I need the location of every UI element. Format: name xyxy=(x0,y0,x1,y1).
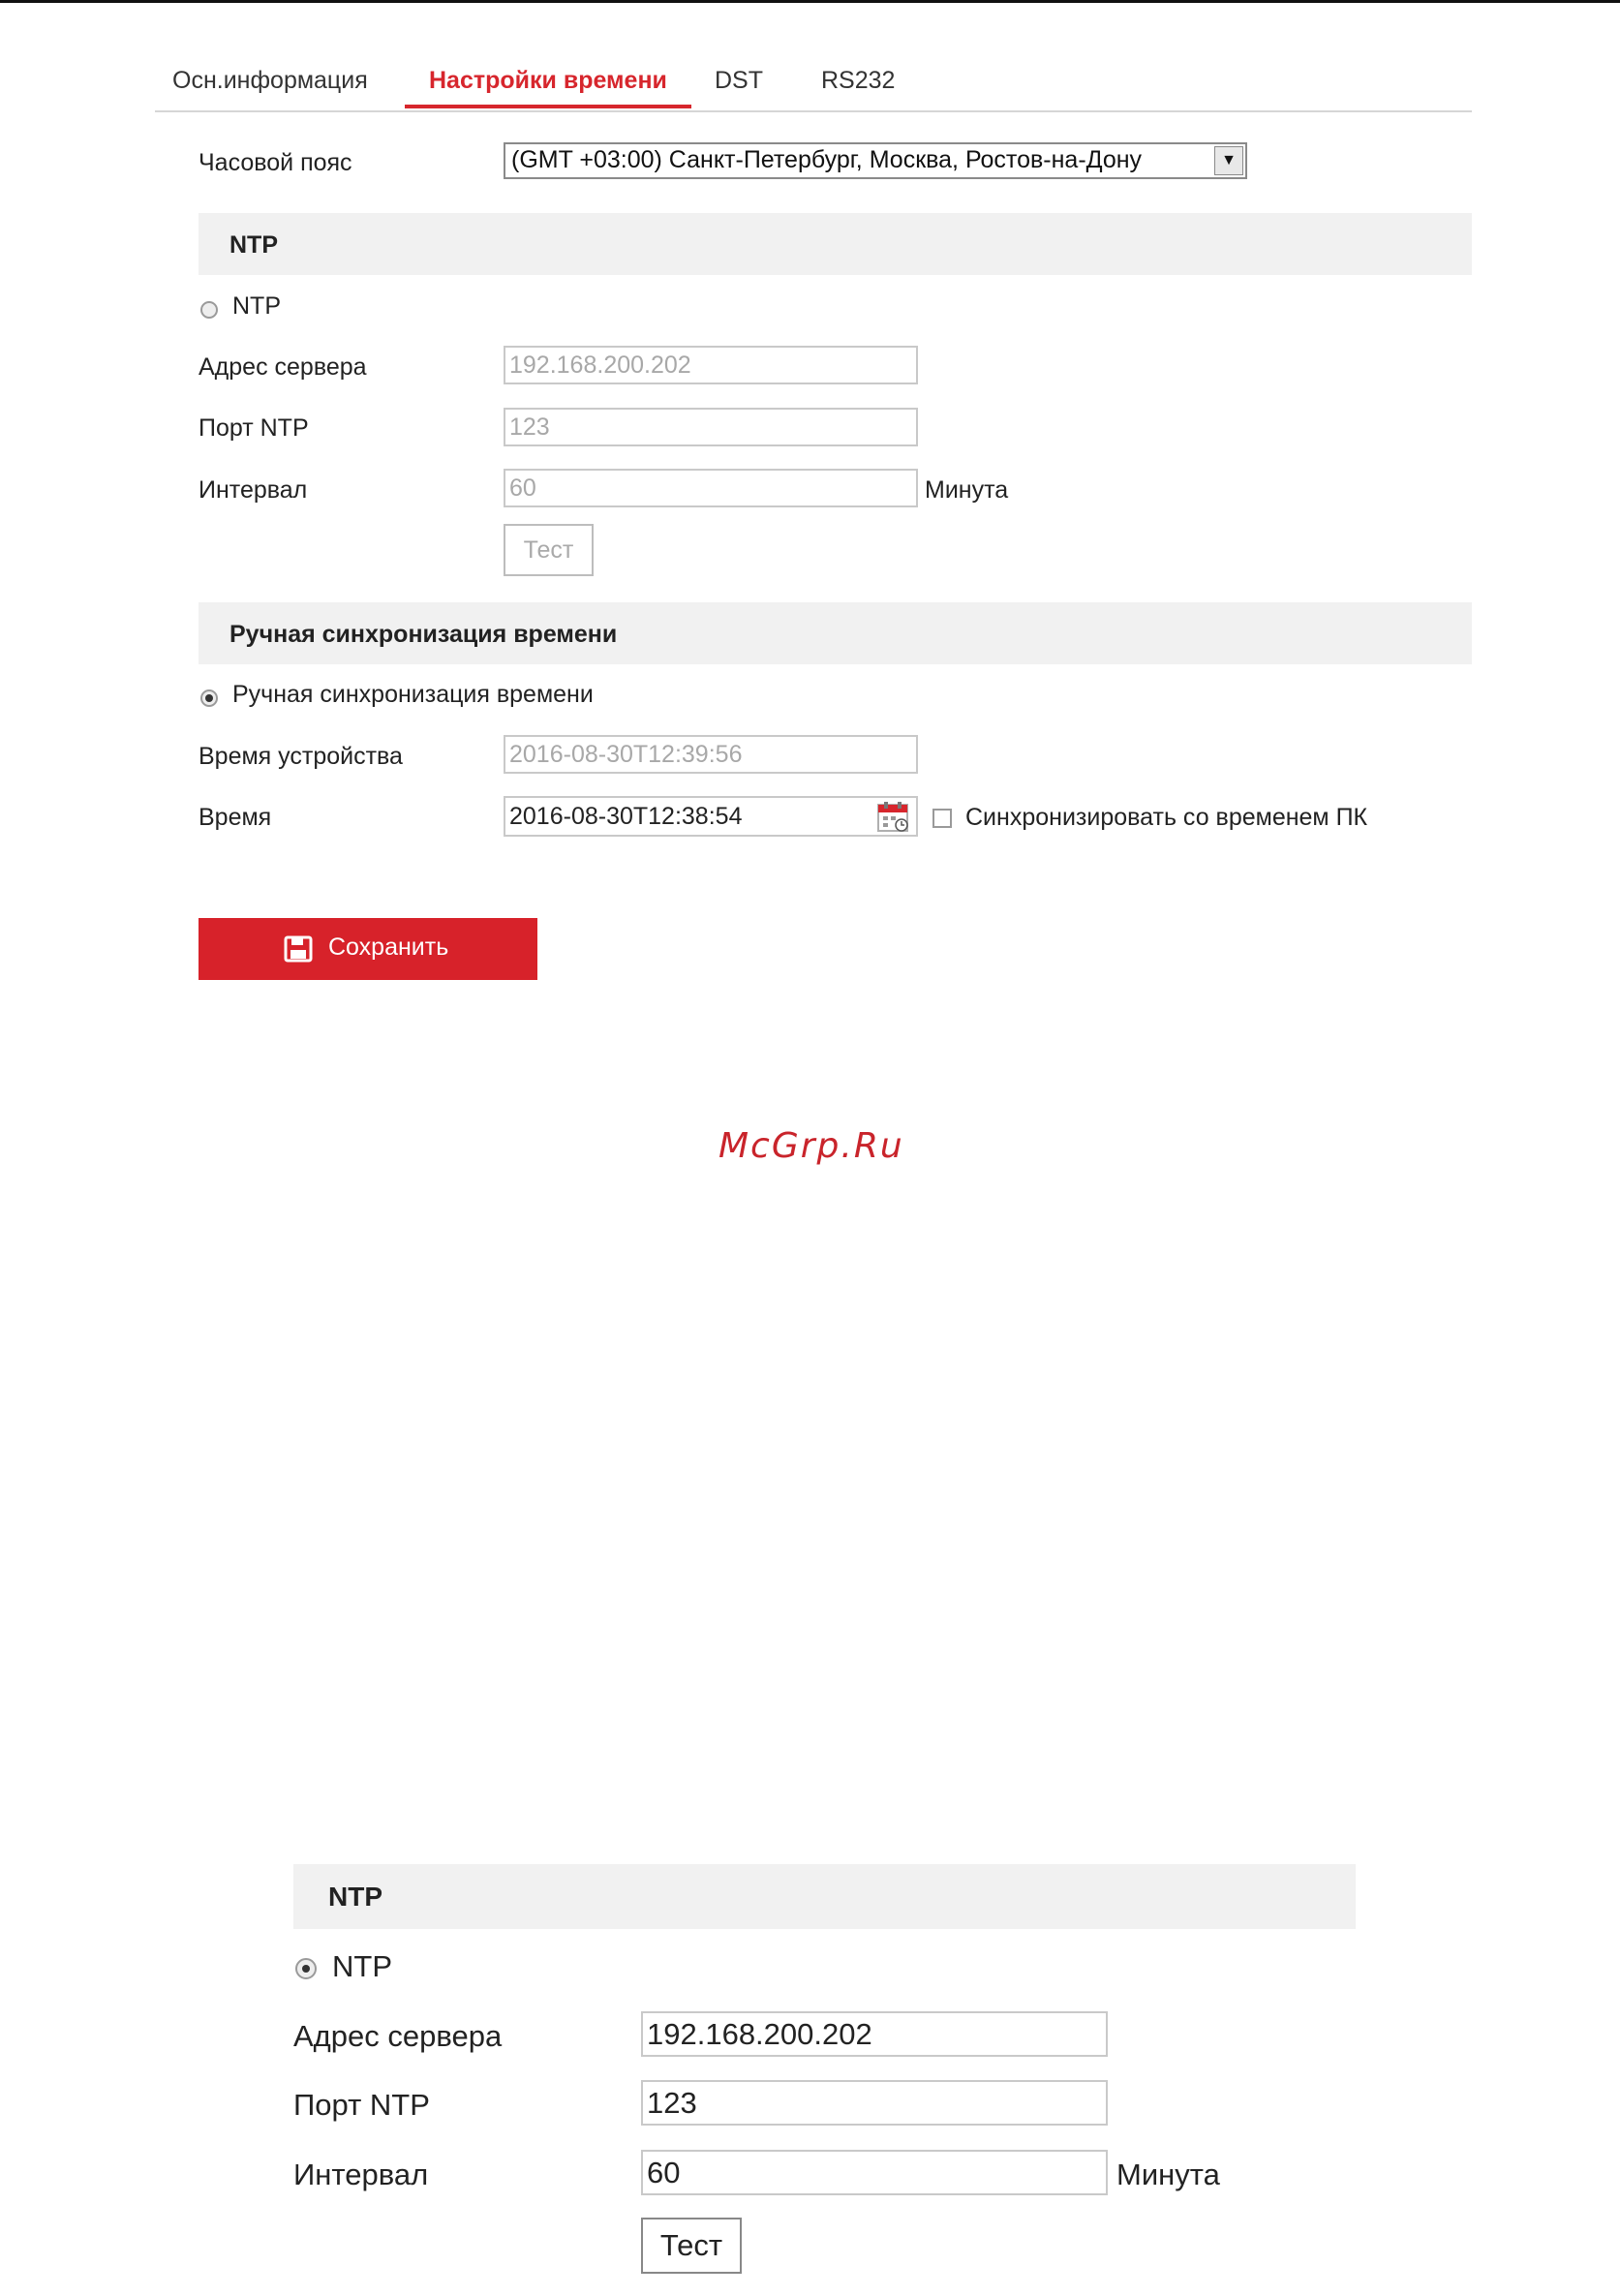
chevron-down-icon[interactable]: ▼ xyxy=(1214,146,1243,175)
interval-unit: Минута xyxy=(925,476,1009,504)
device-time-input xyxy=(504,735,918,774)
timezone-select[interactable] xyxy=(504,142,1247,179)
settings-tab-bar xyxy=(155,60,1472,112)
ntp-section-header xyxy=(199,213,1472,275)
server-address-label: Адрес сервера xyxy=(199,353,367,381)
tab-rs232[interactable]: RS232 xyxy=(821,67,896,94)
save-button[interactable] xyxy=(199,918,537,980)
sync-pc-checkbox[interactable] xyxy=(932,809,952,828)
ntp-port-input[interactable] xyxy=(504,408,918,446)
interval-input[interactable] xyxy=(504,469,918,507)
timezone-value: (GMT +03:00) Санкт-Петербург, Москва, Ростов-на-Дону xyxy=(511,146,1143,173)
ntp-zoom-interval-label: Интервал xyxy=(293,2158,429,2191)
ntp-zoom-interval-input[interactable] xyxy=(641,2150,1108,2195)
tab-dst[interactable]: DST xyxy=(715,67,763,94)
save-button-label: Сохранить xyxy=(328,934,449,961)
manual-sync-radio[interactable] xyxy=(200,689,218,707)
test-button[interactable]: Тест xyxy=(504,524,594,576)
ntp-radio[interactable] xyxy=(200,301,218,319)
ntp-zoom-section-header xyxy=(293,1864,1356,1929)
manual-sync-section-title: Ручная синхронизация времени xyxy=(229,621,618,648)
set-time-input[interactable] xyxy=(504,796,918,837)
manual-sync-radio-label: Ручная синхронизация времени xyxy=(232,681,594,708)
manual-sync-section-header xyxy=(199,602,1472,664)
ntp-zoom-port-label: Порт NTP xyxy=(293,2088,430,2122)
interval-label: Интервал xyxy=(199,476,308,504)
ntp-port-label: Порт NTP xyxy=(199,414,309,442)
ntp-zoom-interval-unit: Минута xyxy=(1116,2158,1220,2191)
save-icon xyxy=(284,935,313,963)
ntp-zoom-server-input[interactable] xyxy=(641,2011,1108,2057)
ntp-zoom-section-title: NTP xyxy=(328,1882,382,1912)
ntp-zoom-port-input[interactable] xyxy=(641,2080,1108,2126)
set-time-label: Время xyxy=(199,804,272,831)
ntp-zoom-radio[interactable] xyxy=(295,1958,317,1979)
page-top-rule xyxy=(0,0,1620,3)
ntp-radio-label: NTP xyxy=(232,292,281,320)
ntp-zoom-test-button[interactable]: Тест xyxy=(641,2218,742,2274)
device-time-label: Время устройства xyxy=(199,743,403,770)
tab-time-settings[interactable]: Настройки времени xyxy=(405,66,691,108)
tab-basic-info[interactable]: Осн.информация xyxy=(172,67,368,94)
ntp-zoom-server-label: Адрес сервера xyxy=(293,2019,503,2053)
calendar-icon[interactable] xyxy=(877,802,910,833)
sync-pc-label: Синхронизировать со временем ПК xyxy=(965,804,1368,831)
ntp-zoom-radio-label: NTP xyxy=(332,1949,392,1983)
server-address-input[interactable] xyxy=(504,346,918,384)
timezone-label: Часовой пояс xyxy=(199,149,352,176)
watermark-text: McGrp.Ru xyxy=(718,1126,904,1166)
ntp-section-title: NTP xyxy=(229,231,278,259)
